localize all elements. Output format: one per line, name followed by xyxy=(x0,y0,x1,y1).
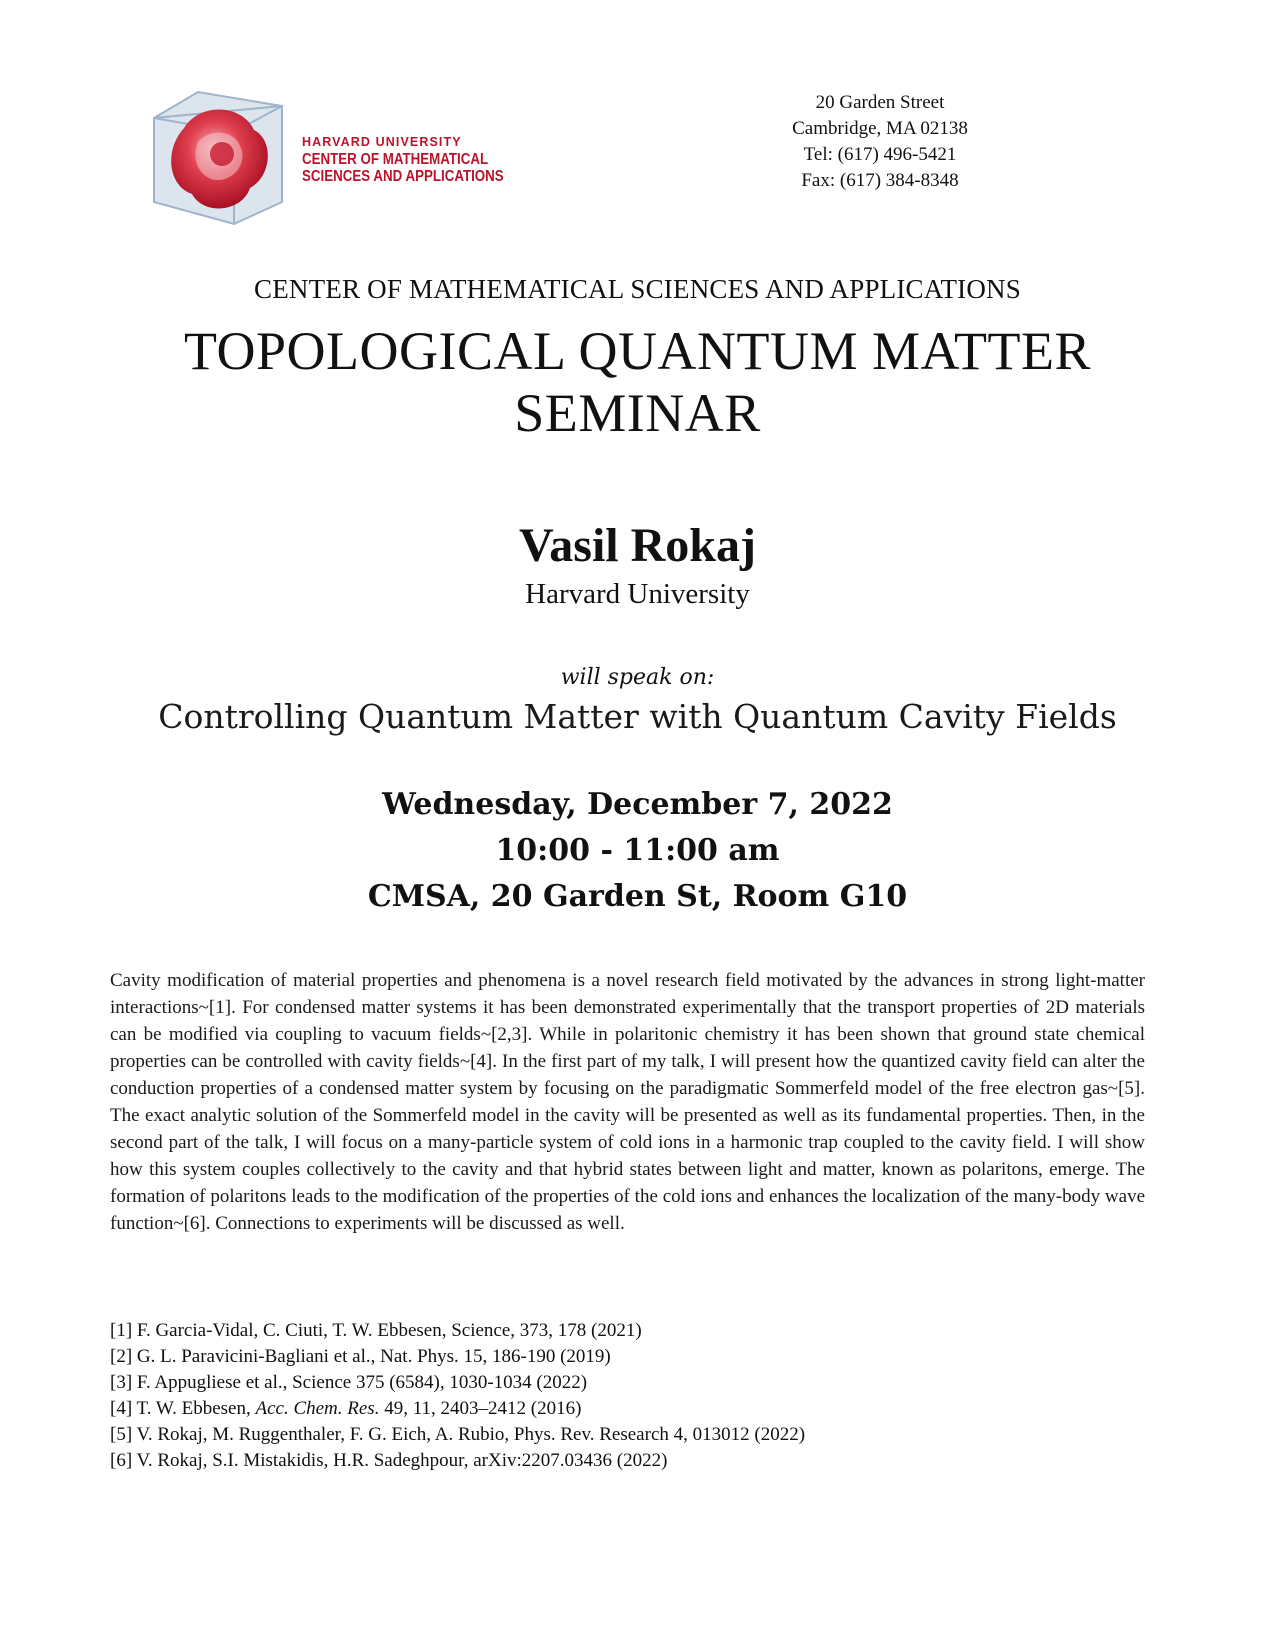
event-time: 10:00 - 11:00 am xyxy=(495,833,780,868)
reference-item: [2] G. L. Paravicini-Bagliani et al., Nat. Phys. 15, 186-190 (2019) xyxy=(110,1346,611,1367)
abstract-paragraph: Cavity modification of material properties and phenomena is a novel research field motivated by the advances in strong light-matter interactions~[1]. For condensed matter systems it has been demonstrated experimentally that the transport properties of 2D materials can be modified via coupling to vacuum fields~[2,3]. While in polaritonic chemistry it has been shown that ground state chemical properties can be controlled with cavity fields~[4]. In the first part of my talk, I will present how the quantized cavity field can alter the conduction properties of a condensed matter system by focusing on the paradigmatic Sommerfeld model of the free electron gas~[5]. The exact analytic solution of the Sommerfeld model in the cavity will be presented as well as its fundamental properties. Then, in the second part of the talk, I will focus on a many-particle system of cold ions in a harmonic trap coupled to the cavity field. I will show how this system couples collectively to the cavity and that hybrid states between light and matter, known as polaritons, emerge. The formation of polaritons leads to the modification of the properties of the cold ions and enhances the localization of the many-body wave function~[6]. Connections to experiments will be discussed as well. xyxy=(110,970,1145,1234)
reference-post: 49, 11, 2403–2412 (2016) xyxy=(379,1398,582,1419)
center-name: CENTER OF MATHEMATICAL SCIENCES AND APPLICATIONS xyxy=(254,274,1021,304)
reference-pre: [4] T. W. Ebbesen, xyxy=(110,1398,256,1419)
address-city: Cambridge, MA 02138 xyxy=(792,118,968,139)
logo-text xyxy=(302,134,537,185)
series-title-line-2: SEMINAR xyxy=(514,383,761,443)
event-date: Wednesday, December 7, 2022 xyxy=(382,787,893,822)
seminar-series-title xyxy=(0,320,1275,444)
logo-line-1: HARVARD UNIVERSITY xyxy=(302,135,462,149)
reference-item xyxy=(110,1396,1145,1422)
speaker-name: Vasil Rokaj xyxy=(519,519,756,572)
talk-title: Controlling Quantum Matter with Quantum Cavity Fields xyxy=(158,697,1117,736)
speaker-affiliation: Harvard University xyxy=(525,578,750,610)
reference-item: [3] F. Appugliese et al., Science 375 (6584), 1030-1034 (2022) xyxy=(110,1372,588,1393)
logo-line-2: CENTER OF MATHEMATICAL xyxy=(302,151,489,168)
reference-journal: Acc. Chem. Res. xyxy=(255,1398,380,1419)
event-location: CMSA, 20 Garden St, Room G10 xyxy=(367,879,908,914)
reference-item: [5] V. Rokaj, M. Ruggenthaler, F. G. Eich, A. Rubio, Phys. Rev. Research 4, 013012 (2022) xyxy=(110,1424,806,1445)
address-tel: Tel: (617) 496-5421 xyxy=(803,144,957,165)
cmsa-logo xyxy=(150,84,504,234)
address-fax: Fax: (617) 384-8348 xyxy=(801,170,959,191)
will-speak-on: will speak on: xyxy=(560,665,715,690)
series-title-line-1: TOPOLOGICAL QUANTUM MATTER xyxy=(184,321,1091,381)
address-block xyxy=(760,90,1000,194)
cube-graphic-icon xyxy=(150,84,300,234)
reference-item: [6] V. Rokaj, S.I. Mistakidis, H.R. Sadeghpour, arXiv:2207.03436 (2022) xyxy=(110,1450,668,1471)
reference-item: [1] F. Garcia-Vidal, C. Ciuti, T. W. Ebbesen, Science, 373, 178 (2021) xyxy=(110,1320,642,1341)
address-street: 20 Garden Street xyxy=(815,92,945,113)
references-list xyxy=(110,1318,1145,1474)
event-details xyxy=(0,782,1275,920)
logo-line-3: SCIENCES AND APPLICATIONS xyxy=(302,168,504,185)
